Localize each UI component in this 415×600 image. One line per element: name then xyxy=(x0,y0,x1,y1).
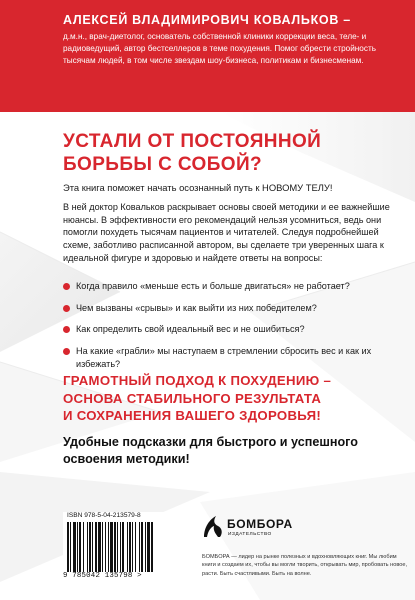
body-paragraph: В ней доктор Ковальков раскрывает основы своей методики и ее важнейшие нюансы. В эффективности его рекомендаций нельзя усомниться, ведь они помогли похудеть тысячам пациентов и читателей. Следуя подробнейшей схеме, заботливо расписанной автором, вы сделаете три уверенных шага к идеальной фигуре и здоровью и найдете ответы на вопросы: xyxy=(63,202,390,263)
callout-line: ОСНОВА СТАБИЛЬНОГО РЕЗУЛЬТАТА xyxy=(63,390,322,406)
intro-text: Эта книга поможет начать осознанный путь к НОВОМУ ТЕЛУ! xyxy=(63,182,333,193)
barcode-icon xyxy=(67,522,183,572)
author-name: АЛЕКСЕЙ ВЛАДИМИРОВИЧ КОВАЛЬКОВ – xyxy=(63,13,351,27)
headline-line: БОРЬБЫ С СОБОЙ? xyxy=(63,154,263,175)
isbn-number: ISBN 978-5-04-213579-8 xyxy=(67,512,141,519)
bullet-dot-icon xyxy=(63,283,70,290)
list-item-text: Чем вызваны «срывы» и как выйти из них победителем? xyxy=(76,302,317,313)
barcode-digits: 9 785042 135798 > xyxy=(63,572,142,580)
bullet-dot-icon xyxy=(63,348,70,355)
headline xyxy=(63,130,403,176)
list-item xyxy=(63,323,408,336)
callout-heading xyxy=(63,372,408,425)
publisher-subtitle: ИЗДАТЕЛЬСТВО xyxy=(228,532,272,537)
bombora-wave-icon xyxy=(202,513,224,539)
publisher-name: БОМБОРА xyxy=(227,517,293,531)
list-item xyxy=(63,280,408,293)
author-block xyxy=(63,12,403,68)
callout-line: И СОХРАНЕНИЯ ВАШЕГО ЗДОРОВЬЯ! xyxy=(63,408,322,423)
tips-line: освоения методики! xyxy=(63,452,190,466)
bullet-dot-icon xyxy=(63,305,70,312)
headline-line: УСТАЛИ ОТ ПОСТОЯННОЙ xyxy=(63,131,322,152)
isbn-barcode xyxy=(63,512,187,584)
tips-line: Удобные подсказки для быстрого и успешного xyxy=(63,435,358,449)
publisher-logo xyxy=(202,513,312,543)
list-item-text: Когда правило «меньше есть и больше двигаться» не работает? xyxy=(76,281,350,291)
callout-line: ГРАМОТНЫЙ ПОДХОД К ПОХУДЕНИЮ – xyxy=(63,373,332,388)
list-item xyxy=(63,345,408,370)
author-bio: д.м.н., врач-диетолог, основатель собственной клиники коррекции веса, теле- и радиоведущий, автор бестселлеров в теме похудения. Помог обрести стройность тысячам людей, в том числе звездам шоу-бизнеса, политикам и бизнесменам. xyxy=(63,32,376,66)
publisher-description: БОМБОРА — лидер на рынке полезных и вдохновляющих книг. Мы любим книги и создаем их, чтобы вы могли творить, открывать мир, пробовать новое, расти. Быть счастливыми. Быть на волне. xyxy=(202,554,408,577)
list-item-text: На какие «грабли» мы наступаем в стремлении сбросить вес и как их избежать? xyxy=(76,346,372,369)
bullet-dot-icon xyxy=(63,326,70,333)
tips-heading xyxy=(63,434,393,468)
list-item xyxy=(63,302,408,315)
author-banner xyxy=(0,0,415,112)
question-list xyxy=(63,280,408,380)
list-item-text: Как определить свой идеальный вес и не ошибиться? xyxy=(76,324,305,335)
